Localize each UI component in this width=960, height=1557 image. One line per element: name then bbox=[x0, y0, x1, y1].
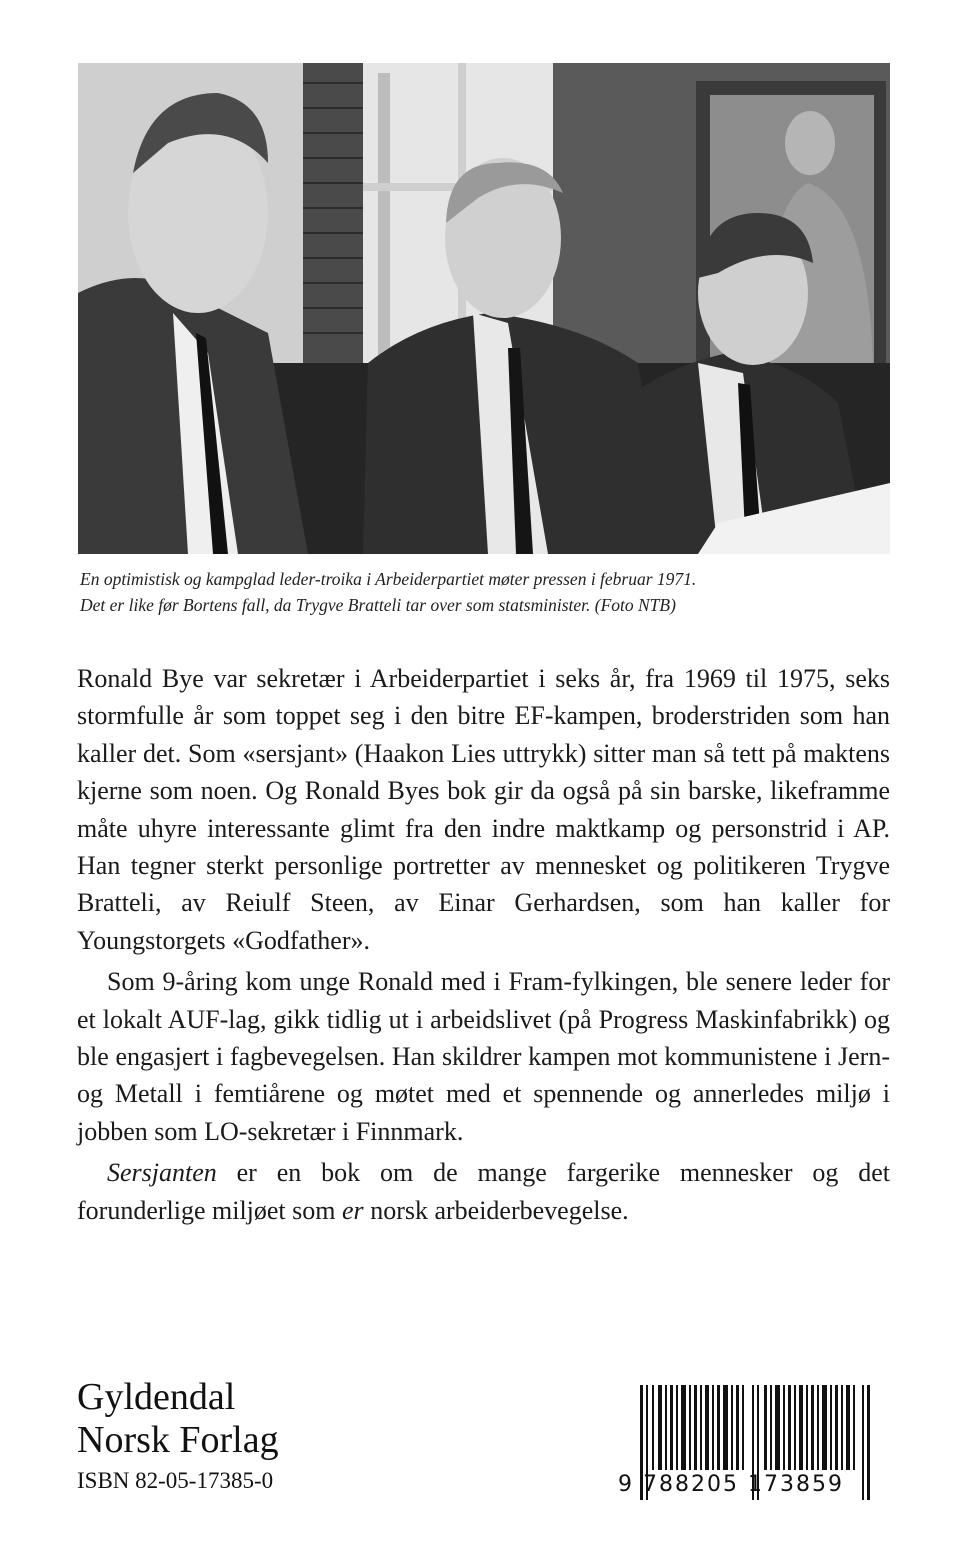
emphasis-word: er bbox=[342, 1195, 364, 1225]
blurb-paragraph-2: Som 9-åring kom unge Ronald med i Fram-fylkingen, ble senere leder for et lokalt AUF-lag, gikk tidlig ut i arbeidslivet (på Progress Maskinfabrikk) og ble engasjert i fagbevegelsen. Han skildrer kampen mot kommunistene i Jern- og Metall i femtiårene og møtet med et spennende og annerledes miljø i jobben som LO-sekretær i Finnmark. bbox=[77, 967, 890, 1146]
caption-line-1: En optimistisk og kampglad leder-troika i Arbeiderpartiet møter pressen i februar 1971. bbox=[80, 569, 697, 589]
blurb-paragraph-3-part-b: norsk arbeiderbevegelse. bbox=[363, 1195, 629, 1225]
publisher-line-1: Gyldendal bbox=[77, 1376, 236, 1418]
blurb-paragraph-3-part-a: er en bok om de mange fargerike mennesker og det forunderlige miljøet som bbox=[77, 1158, 890, 1225]
barcode-number: 9 788205 173859 bbox=[618, 1472, 844, 1497]
blurb-paragraph-1: Ronald Bye var sekretær i Arbeiderpartiet i seks år, fra 1969 til 1975, seks stormfulle år som toppet seg i den bitre EF-kampen, broderstriden som han kaller det. Som «sersjant» (Haakon Lies uttrykk) sitter man så tett på maktens kjerne som noen. Og Ronald Byes bok gir da også på sin barske, likeframme måte uhyre interessante glimt fra den indre maktkamp og personstrid i AP. Han tegner sterkt personlige portretter av mennesket og politikeren Trygve Bratteli, av Reiulf Steen, av Einar Gerhardsen, som han kaller for Youngstorgets «Godfather». bbox=[77, 664, 890, 955]
book-title: Sersjanten bbox=[107, 1158, 217, 1188]
photo-portrait-icon bbox=[78, 63, 890, 554]
blurb-text bbox=[77, 660, 890, 1233]
publisher-line-2: Norsk Forlag bbox=[77, 1419, 279, 1461]
cover-photo bbox=[78, 63, 890, 554]
publisher-name bbox=[77, 1376, 279, 1462]
photo-caption bbox=[80, 566, 890, 618]
caption-line-2: Det er like før Bortens fall, da Trygve Bratteli tar over som statsminister. (Foto NTB) bbox=[80, 595, 676, 615]
isbn-number: ISBN 82-05-17385-0 bbox=[77, 1468, 274, 1493]
blurb-paragraph-3 bbox=[77, 1154, 890, 1229]
